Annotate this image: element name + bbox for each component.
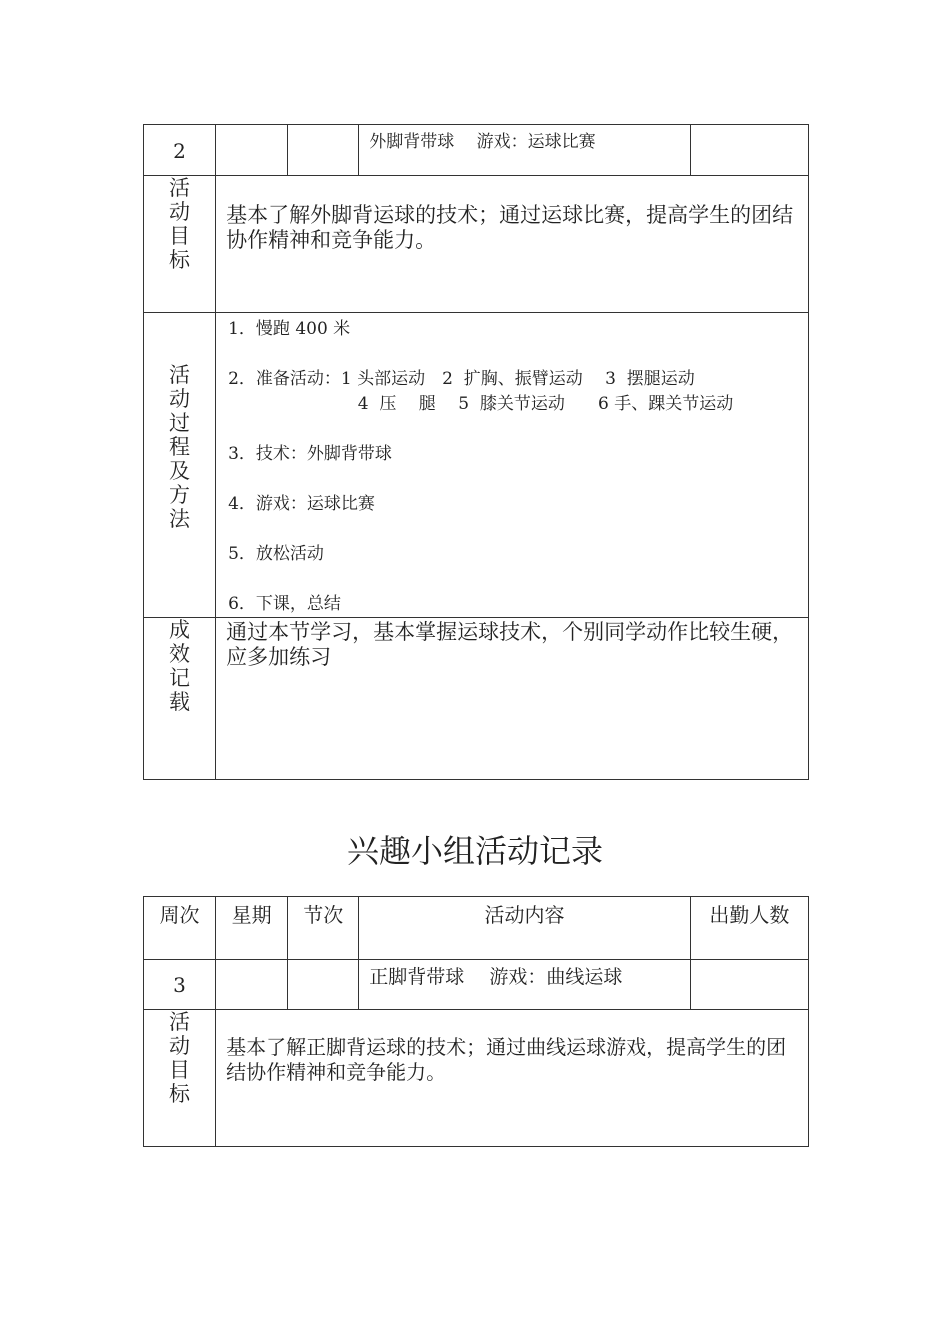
weekday-cell	[216, 125, 288, 176]
process-line: 2．准备活动：1 头部运动 2 扩胸、振臂运动 3 摆腿运动	[228, 369, 695, 389]
week-number: 2	[144, 125, 216, 176]
activity-content: 正脚背带球 游戏：曲线运球	[359, 960, 690, 1010]
week-row	[144, 125, 809, 176]
goal-text: 基本了解外脚背运球的技术；通过运球比赛，提高学生的团结协作精神和竞争能力。	[216, 176, 809, 313]
attendance-cell	[690, 960, 808, 1010]
process-line: 6．下课，总结	[228, 594, 341, 614]
activity-content: 外脚背带球 游戏：运球比赛	[359, 125, 690, 176]
header-content: 活动内容	[359, 897, 690, 960]
result-row	[144, 618, 809, 780]
process-label: 活 动 过 程 及 方 法	[144, 313, 216, 618]
process-line: 5．放松活动	[228, 544, 324, 564]
page-title: 兴趣小组活动记录	[346, 832, 603, 870]
header-period: 节次	[288, 897, 359, 960]
header-weekday: 星期	[216, 897, 288, 960]
header-row	[144, 897, 809, 960]
activity-table-week-3	[143, 896, 809, 1147]
week-number: 3	[144, 960, 216, 1010]
goal-row	[144, 176, 809, 313]
activity-table-week-2	[143, 124, 809, 780]
process-row	[144, 313, 809, 618]
header-week: 周次	[144, 897, 216, 960]
result-label: 成 效 记 载	[144, 618, 216, 780]
process-line: 4．游戏：运球比赛	[228, 494, 375, 514]
process-line: 4 压 腿 5 膝关节运动 6 手、踝关节运动	[228, 394, 734, 414]
process-line: 3．技术：外脚背带球	[228, 444, 392, 464]
goal-row	[144, 1010, 809, 1147]
period-cell	[288, 960, 359, 1010]
process-steps	[216, 313, 809, 618]
process-line	[228, 567, 808, 592]
process-line	[228, 467, 808, 492]
process-line	[228, 517, 808, 542]
goal-text: 基本了解正脚背运球的技术；通过曲线运球游戏，提高学生的团结协作精神和竞争能力。	[216, 1010, 809, 1147]
weekday-cell	[216, 960, 288, 1010]
process-line	[228, 342, 808, 367]
goal-label: 活 动 目 标	[144, 1010, 216, 1147]
header-attendance: 出勤人数	[690, 897, 808, 960]
process-line: 1．慢跑 400 米	[228, 319, 351, 339]
week-row	[144, 960, 809, 1010]
attendance-cell	[690, 125, 808, 176]
result-text: 通过本节学习，基本掌握运球技术，个别同学动作比较生硬，应多加练习	[216, 618, 809, 780]
process-line	[228, 417, 808, 442]
period-cell	[288, 125, 359, 176]
goal-label: 活 动 目 标	[144, 176, 216, 313]
